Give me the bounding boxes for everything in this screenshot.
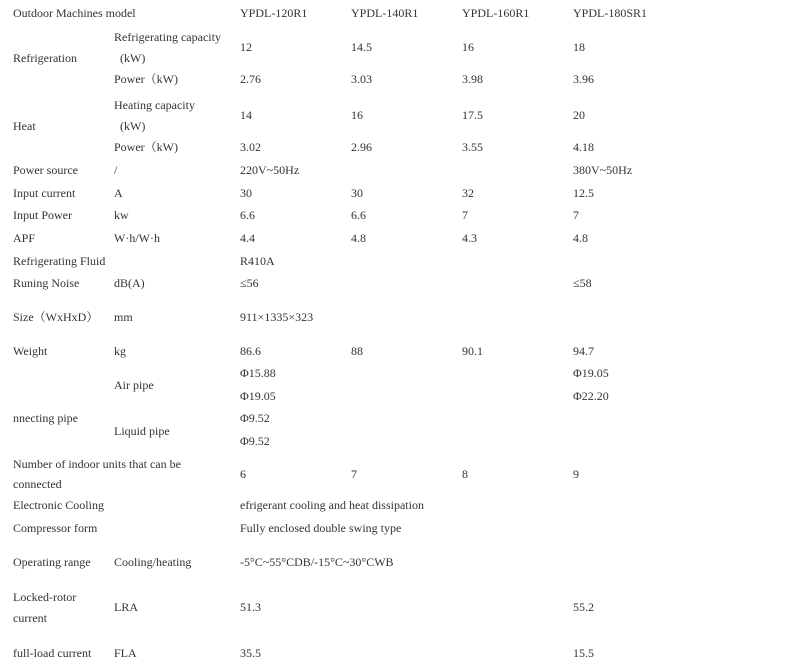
- cell-value: Φ19.05: [240, 389, 276, 403]
- heat-label: Heat: [13, 119, 36, 133]
- operating-range-label: Operating range: [13, 555, 91, 569]
- cell-value: 16: [462, 40, 474, 54]
- cell-value: 94.7: [573, 344, 594, 358]
- cell-value: 4.8: [351, 231, 366, 245]
- cell-value: 12.5: [573, 186, 594, 200]
- power-source-unit: /: [114, 163, 118, 177]
- cell-value: 16: [351, 108, 363, 122]
- size-label: Size（WxHxD）: [13, 310, 99, 324]
- indoor-units-label: Number of indoor units that can be: [13, 457, 181, 471]
- cell-value: 7: [462, 208, 468, 222]
- refrigeration-label: Refrigeration: [13, 51, 77, 65]
- locked-rotor-label: Locked-rotor: [13, 590, 77, 604]
- cell-value: 35.5: [240, 646, 261, 660]
- cell-value: 2.76: [240, 72, 261, 86]
- locked-rotor-label-cont: current: [13, 611, 47, 625]
- cell-value: 3.03: [351, 72, 372, 86]
- noise-unit: dB(A): [114, 276, 145, 290]
- cell-value: 380V~50Hz: [573, 163, 633, 177]
- cell-value: Fully enclosed double swing type: [240, 521, 402, 535]
- full-load-label: full-load current: [13, 646, 92, 660]
- cell-value: efrigerant cooling and heat dissipation: [240, 498, 424, 512]
- cell-value: 86.6: [240, 344, 261, 358]
- cell-value: 6.6: [351, 208, 366, 222]
- cell-value: Φ9.52: [240, 411, 270, 425]
- header-label: Outdoor Machines model: [13, 6, 136, 20]
- cell-value: 7: [573, 208, 579, 222]
- cell-value: 911×1335×323: [240, 310, 314, 324]
- cell-value: 220V~50Hz: [240, 163, 300, 177]
- input-current-label: Input current: [13, 186, 76, 200]
- cell-value: 7: [351, 467, 357, 481]
- noise-label: Runing Noise: [13, 276, 80, 290]
- refrigerating-capacity-unit: (kW): [120, 51, 146, 65]
- liquid-pipe-label: Liquid pipe: [114, 424, 170, 438]
- cell-value: 3.02: [240, 140, 261, 154]
- model-header: YPDL-120R1: [240, 6, 308, 20]
- apf-label: APF: [13, 231, 36, 245]
- cell-value: 30: [351, 186, 363, 200]
- cell-value: 6: [240, 467, 246, 481]
- cell-value: 88: [351, 344, 363, 358]
- weight-label: Weight: [13, 344, 48, 358]
- cell-value: 4.4: [240, 231, 255, 245]
- refrigeration-power-label: Power（kW): [114, 72, 178, 86]
- cell-value: -5°C~55°CDB/-15°C~30°CWB: [240, 555, 394, 569]
- air-pipe-label: Air pipe: [114, 378, 154, 392]
- cell-value: 14.5: [351, 40, 372, 54]
- indoor-units-label-cont: connected: [13, 477, 62, 491]
- cell-value: 3.96: [573, 72, 594, 86]
- cell-value: Φ15.88: [240, 366, 276, 380]
- cell-value: 2.96: [351, 140, 372, 154]
- refrigerating-capacity-label: Refrigerating capacity: [114, 30, 221, 44]
- refrigerating-fluid-label: Refrigerating Fluid: [13, 254, 106, 268]
- apf-unit: W·h/W·h: [114, 231, 160, 245]
- cell-value: 8: [462, 467, 468, 481]
- cell-value: 9: [573, 467, 579, 481]
- cell-value: 17.5: [462, 108, 483, 122]
- cell-value: 3.55: [462, 140, 483, 154]
- connecting-pipe-label: nnecting pipe: [13, 411, 78, 425]
- input-power-label: Input Power: [13, 208, 72, 222]
- cell-value: ≤56: [240, 276, 259, 290]
- weight-unit: kg: [114, 344, 126, 358]
- cell-value: 4.3: [462, 231, 477, 245]
- operating-range-unit: Cooling/heating: [114, 555, 192, 569]
- size-unit: mm: [114, 310, 133, 324]
- model-header: YPDL-180SR1: [573, 6, 648, 20]
- cell-value: 32: [462, 186, 474, 200]
- full-load-unit: FLA: [114, 646, 137, 660]
- electronic-cooling-label: Electronic Cooling: [13, 498, 104, 512]
- locked-rotor-unit: LRA: [114, 600, 138, 614]
- cell-value: 20: [573, 108, 585, 122]
- cell-value: R410A: [240, 254, 275, 268]
- power-source-label: Power source: [13, 163, 78, 177]
- cell-value: 4.8: [573, 231, 588, 245]
- cell-value: 55.2: [573, 600, 594, 614]
- cell-value: 51.3: [240, 600, 261, 614]
- cell-value: 12: [240, 40, 252, 54]
- model-header: YPDL-160R1: [462, 6, 530, 20]
- input-current-unit: A: [114, 186, 123, 200]
- heating-capacity-unit: (kW): [120, 119, 146, 133]
- cell-value: ≤58: [573, 276, 592, 290]
- cell-value: Φ9.52: [240, 434, 270, 448]
- compressor-label: Compressor form: [13, 521, 98, 535]
- cell-value: 3.98: [462, 72, 483, 86]
- cell-value: 30: [240, 186, 252, 200]
- heating-capacity-label: Heating capacity: [114, 98, 195, 112]
- input-power-unit: kw: [114, 208, 129, 222]
- cell-value: 15.5: [573, 646, 594, 660]
- cell-value: 90.1: [462, 344, 483, 358]
- cell-value: Φ22.20: [573, 389, 609, 403]
- cell-value: 6.6: [240, 208, 255, 222]
- cell-value: 18: [573, 40, 585, 54]
- cell-value: 14: [240, 108, 252, 122]
- heat-power-label: Power（kW): [114, 140, 178, 154]
- cell-value: 4.18: [573, 140, 594, 154]
- cell-value: Φ19.05: [573, 366, 609, 380]
- model-header: YPDL-140R1: [351, 6, 419, 20]
